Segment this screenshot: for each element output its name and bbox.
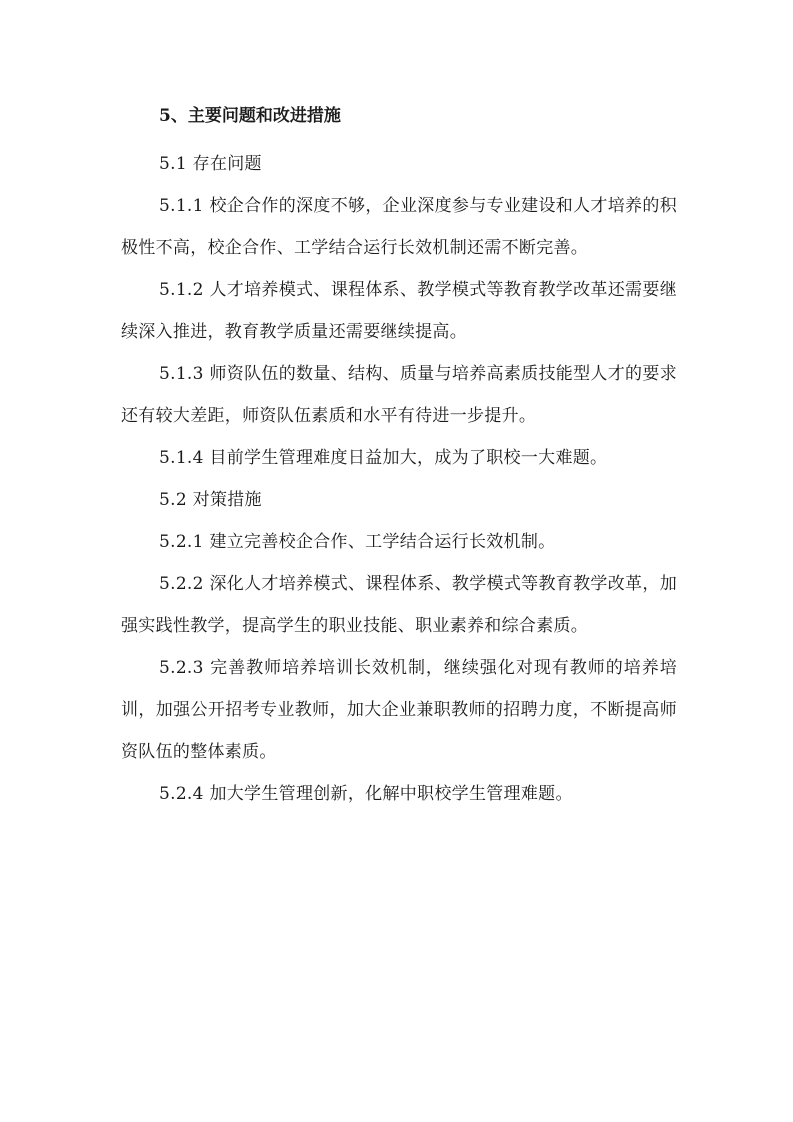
subsection-title-5-2: 5.2 对策措施 <box>159 490 262 510</box>
paragraph-5-1-4: 5.1.4 目前学生管理难度日益加大，成为了职校一大难题。 <box>159 448 608 468</box>
paragraph-5-2-1: 5.2.1 建立完善校企合作、工学结合运行长效机制。 <box>159 532 556 552</box>
document-body <box>121 101 677 815</box>
section-heading: 5、主要问题和改进措施 <box>159 106 341 126</box>
paragraph-5-1-1: 5.1.1 校企合作的深度不够，企业深度参与专业建设和人才培养的积极性不高，校企合作、工学结合运行长效机制还需不断完善。 <box>121 196 677 258</box>
paragraph-5-2-4: 5.2.4 加大学生管理创新，化解中职校学生管理难题。 <box>159 784 573 804</box>
subsection-title-5-1: 5.1 存在问题 <box>159 154 262 174</box>
paragraph-5-2-3: 5.2.3 完善教师培养培训长效机制，继续强化对现有教师的培养培训，加强公开招考专业教师，加大企业兼职教师的招聘力度，不断提高师资队伍的整体素质。 <box>121 658 677 762</box>
paragraph-5-1-3: 5.1.3 师资队伍的数量、结构、质量与培养高素质技能型人才的要求还有较大差距，师资队伍素质和水平有待进一步提升。 <box>121 364 677 426</box>
paragraph-5-1-2: 5.1.2 人才培养模式、课程体系、教学模式等教育教学改革还需要继续深入推进，教育教学质量还需要继续提高。 <box>121 280 677 342</box>
paragraph-5-2-2: 5.2.2 深化人才培养模式、课程体系、教学模式等教育教学改革，加强实践性教学，提高学生的职业技能、职业素养和综合素质。 <box>121 574 677 636</box>
